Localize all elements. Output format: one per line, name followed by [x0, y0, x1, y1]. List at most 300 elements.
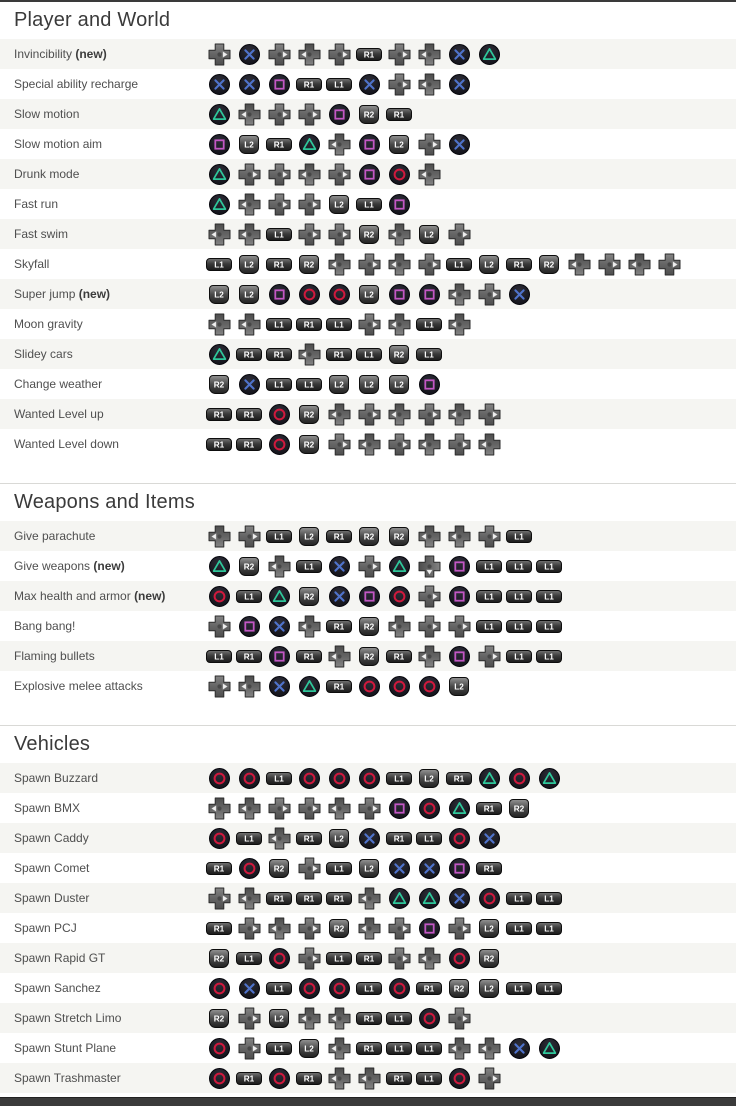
- button-sequence: [204, 189, 414, 219]
- cheat-row: [0, 763, 736, 793]
- svg-text:L2: L2: [484, 984, 494, 994]
- svg-text:R1: R1: [393, 652, 405, 662]
- square-button-icon: [444, 853, 474, 883]
- r1-button-icon: [264, 129, 294, 159]
- dpad-right-button-icon: [324, 219, 354, 249]
- square-button-icon: [264, 279, 294, 309]
- svg-text:L1: L1: [514, 532, 524, 542]
- dpad-right-button-icon: [414, 399, 444, 429]
- l1-button-icon: [534, 913, 564, 943]
- dpad-left-button-icon: [324, 129, 354, 159]
- button-sequence: [204, 581, 564, 611]
- dpad-right-button-icon: [444, 219, 474, 249]
- svg-text:L1: L1: [214, 652, 224, 662]
- dpad-right-button-icon: [444, 1003, 474, 1033]
- dpad-right-button-icon: [294, 219, 324, 249]
- dpad-left-button-icon: [384, 249, 414, 279]
- cross-button-icon: [504, 1033, 534, 1063]
- circle-button-icon: [324, 763, 354, 793]
- dpad-right-button-icon: [354, 399, 384, 429]
- l1-button-icon: [534, 581, 564, 611]
- circle-button-icon: [414, 1003, 444, 1033]
- l1-button-icon: [534, 611, 564, 641]
- button-sequence: [204, 369, 444, 399]
- dpad-left-button-icon: [324, 1063, 354, 1093]
- new-badge: (new): [78, 287, 111, 301]
- svg-text:R2: R2: [393, 532, 405, 542]
- section-title: Weapons and Items: [14, 491, 195, 513]
- l2-button-icon: [294, 521, 324, 551]
- l1-button-icon: [234, 823, 264, 853]
- dpad-left-button-icon: [414, 521, 444, 551]
- cheat-label-text: Skyfall: [14, 257, 50, 271]
- cheat-label-text: Wanted Level up: [14, 407, 104, 421]
- dpad-right-button-icon: [444, 429, 474, 459]
- dpad-left-button-icon: [354, 913, 384, 943]
- r2-button-icon: [324, 913, 354, 943]
- circle-button-icon: [384, 581, 414, 611]
- dpad-left-button-icon: [234, 793, 264, 823]
- dpad-left-button-icon: [264, 551, 294, 581]
- cheat-row: [0, 279, 736, 309]
- r2-button-icon: [444, 973, 474, 1003]
- r1-button-icon: [444, 763, 474, 793]
- cheat-label: [0, 377, 204, 391]
- cheat-label-text: Spawn Sanchez: [14, 981, 101, 995]
- cheat-label: [0, 589, 204, 603]
- new-badge: (new): [75, 47, 107, 61]
- svg-text:R1: R1: [273, 260, 285, 270]
- l1-button-icon: [504, 551, 534, 581]
- dpad-right-button-icon: [354, 249, 384, 279]
- dpad-right-button-icon: [204, 671, 234, 701]
- svg-text:R1: R1: [513, 260, 525, 270]
- l1-button-icon: [354, 339, 384, 369]
- svg-text:L1: L1: [334, 864, 344, 874]
- circle-button-icon: [264, 943, 294, 973]
- svg-text:R1: R1: [363, 1044, 375, 1054]
- dpad-left-button-icon: [474, 429, 504, 459]
- dpad-right-button-icon: [474, 279, 504, 309]
- button-sequence: [204, 69, 474, 99]
- svg-text:R1: R1: [243, 652, 255, 662]
- cross-button-icon: [504, 279, 534, 309]
- dpad-right-button-icon: [234, 1033, 264, 1063]
- l1-button-icon: [384, 1033, 414, 1063]
- dpad-right-button-icon: [234, 521, 264, 551]
- dpad-left-button-icon: [444, 279, 474, 309]
- r2-button-icon: [354, 219, 384, 249]
- circle-button-icon: [234, 853, 264, 883]
- circle-button-icon: [384, 973, 414, 1003]
- svg-text:R2: R2: [513, 804, 525, 814]
- square-button-icon: [354, 159, 384, 189]
- l1-button-icon: [324, 943, 354, 973]
- svg-text:L1: L1: [274, 984, 284, 994]
- dpad-left-button-icon: [204, 793, 234, 823]
- dpad-left-button-icon: [324, 793, 354, 823]
- button-sequence: [204, 219, 474, 249]
- r1-button-icon: [414, 973, 444, 1003]
- r1-button-icon: [234, 429, 264, 459]
- cheat-label-text: Slow motion aim: [14, 137, 103, 151]
- cheat-label: [0, 1011, 204, 1025]
- dpad-left-button-icon: [444, 399, 474, 429]
- cross-button-icon: [444, 69, 474, 99]
- cheat-row: [0, 99, 736, 129]
- dpad-left-button-icon: [414, 69, 444, 99]
- cheat-label-text: Spawn Comet: [14, 861, 90, 875]
- circle-button-icon: [264, 429, 294, 459]
- button-sequence: [204, 973, 564, 1003]
- square-button-icon: [234, 611, 264, 641]
- dpad-right-button-icon: [414, 249, 444, 279]
- cheat-label-text: Drunk mode: [14, 167, 80, 181]
- square-button-icon: [204, 129, 234, 159]
- square-button-icon: [324, 99, 354, 129]
- svg-text:R1: R1: [213, 864, 225, 874]
- cheat-label: [0, 407, 204, 421]
- dpad-right-button-icon: [294, 99, 324, 129]
- l1-button-icon: [354, 973, 384, 1003]
- dpad-left-button-icon: [204, 219, 234, 249]
- svg-text:R1: R1: [333, 894, 345, 904]
- svg-text:L1: L1: [334, 954, 344, 964]
- cheat-label: [0, 1041, 204, 1055]
- circle-button-icon: [324, 973, 354, 1003]
- cheat-row: [0, 973, 736, 1003]
- l2-button-icon: [474, 913, 504, 943]
- r2-button-icon: [204, 1003, 234, 1033]
- r2-button-icon: [204, 369, 234, 399]
- circle-button-icon: [204, 1063, 234, 1093]
- dpad-right-button-icon: [414, 129, 444, 159]
- cheat-label-text: Fast run: [14, 197, 59, 211]
- cheat-label-text: Spawn Stunt Plane: [14, 1041, 117, 1055]
- cheat-label-text: Invincibility: [14, 47, 76, 61]
- button-sequence: [204, 99, 414, 129]
- dpad-left-button-icon: [354, 883, 384, 913]
- cheat-label-text: Spawn Duster: [14, 891, 90, 905]
- r2-button-icon: [354, 99, 384, 129]
- cheat-label: [0, 347, 204, 361]
- dpad-right-button-icon: [354, 309, 384, 339]
- l1-button-icon: [324, 69, 354, 99]
- dpad-left-button-icon: [264, 823, 294, 853]
- cross-button-icon: [354, 823, 384, 853]
- svg-text:L2: L2: [274, 1014, 284, 1024]
- l1-button-icon: [204, 641, 234, 671]
- svg-text:R2: R2: [303, 260, 315, 270]
- l1-button-icon: [474, 611, 504, 641]
- r2-button-icon: [204, 943, 234, 973]
- l1-button-icon: [294, 369, 324, 399]
- l1-button-icon: [324, 853, 354, 883]
- cheat-row: [0, 339, 736, 369]
- circle-button-icon: [474, 883, 504, 913]
- l1-button-icon: [504, 521, 534, 551]
- cross-button-icon: [234, 39, 264, 69]
- cheat-row: [0, 309, 736, 339]
- l2-button-icon: [384, 369, 414, 399]
- r1-button-icon: [354, 943, 384, 973]
- cheat-label-text: Moon gravity: [14, 317, 83, 331]
- l1-button-icon: [504, 973, 534, 1003]
- cheat-row: [0, 69, 736, 99]
- square-button-icon: [414, 369, 444, 399]
- svg-text:L1: L1: [484, 592, 494, 602]
- svg-text:R2: R2: [363, 652, 375, 662]
- l1-button-icon: [414, 1063, 444, 1093]
- square-button-icon: [354, 129, 384, 159]
- dpad-right-button-icon: [474, 1063, 504, 1093]
- triangle-button-icon: [384, 551, 414, 581]
- cheat-label: [0, 649, 204, 663]
- dpad-right-button-icon: [474, 521, 504, 551]
- circle-button-icon: [384, 671, 414, 701]
- cheat-label-text: Explosive melee attacks: [14, 679, 143, 693]
- dpad-left-button-icon: [354, 429, 384, 459]
- l1-button-icon: [204, 249, 234, 279]
- r2-button-icon: [474, 943, 504, 973]
- circle-button-icon: [294, 279, 324, 309]
- r1-button-icon: [294, 1063, 324, 1093]
- svg-text:L1: L1: [364, 984, 374, 994]
- cheat-rows: [0, 521, 736, 701]
- svg-text:R2: R2: [363, 622, 375, 632]
- cheat-row: [0, 551, 736, 581]
- dpad-right-button-icon: [264, 99, 294, 129]
- square-button-icon: [384, 189, 414, 219]
- svg-text:R2: R2: [363, 532, 375, 542]
- svg-text:L1: L1: [544, 894, 554, 904]
- svg-text:L1: L1: [274, 230, 284, 240]
- svg-text:L2: L2: [484, 260, 494, 270]
- svg-text:L1: L1: [274, 320, 284, 330]
- dpad-right-button-icon: [204, 883, 234, 913]
- cheat-row: [0, 39, 736, 69]
- l1-button-icon: [234, 581, 264, 611]
- dpad-left-button-icon: [384, 399, 414, 429]
- cheat-label: [0, 437, 204, 451]
- l2-button-icon: [324, 369, 354, 399]
- svg-text:L1: L1: [304, 562, 314, 572]
- svg-text:R1: R1: [363, 1014, 375, 1024]
- svg-text:L1: L1: [514, 622, 524, 632]
- circle-button-icon: [234, 763, 264, 793]
- cheat-row: [0, 671, 736, 701]
- cheat-rows: [0, 39, 736, 459]
- svg-text:R2: R2: [483, 954, 495, 964]
- svg-text:R1: R1: [333, 682, 345, 692]
- r1-button-icon: [234, 399, 264, 429]
- l2-button-icon: [474, 973, 504, 1003]
- square-button-icon: [264, 69, 294, 99]
- svg-text:R1: R1: [303, 894, 315, 904]
- svg-text:L1: L1: [424, 1074, 434, 1084]
- svg-text:R1: R1: [483, 804, 495, 814]
- cheat-label-text: Spawn Buzzard: [14, 771, 99, 785]
- l2-button-icon: [234, 249, 264, 279]
- circle-button-icon: [264, 399, 294, 429]
- svg-text:L2: L2: [334, 200, 344, 210]
- svg-text:R1: R1: [363, 50, 375, 60]
- triangle-button-icon: [264, 581, 294, 611]
- dpad-right-button-icon: [384, 913, 414, 943]
- button-sequence: [204, 309, 474, 339]
- r1-button-icon: [234, 339, 264, 369]
- dpad-right-button-icon: [294, 943, 324, 973]
- l1-button-icon: [444, 249, 474, 279]
- cheat-row: [0, 823, 736, 853]
- r1-button-icon: [324, 611, 354, 641]
- cheat-row: [0, 793, 736, 823]
- dpad-left-button-icon: [234, 99, 264, 129]
- l2-button-icon: [354, 853, 384, 883]
- l2-button-icon: [264, 1003, 294, 1033]
- svg-text:L1: L1: [514, 562, 524, 572]
- square-button-icon: [444, 551, 474, 581]
- r1-button-icon: [474, 793, 504, 823]
- l1-button-icon: [534, 883, 564, 913]
- svg-text:L1: L1: [544, 562, 554, 572]
- l1-button-icon: [384, 1003, 414, 1033]
- svg-text:R1: R1: [303, 80, 315, 90]
- l1-button-icon: [414, 823, 444, 853]
- svg-text:L2: L2: [244, 290, 254, 300]
- cheat-label: [0, 801, 204, 815]
- svg-text:R1: R1: [393, 834, 405, 844]
- svg-text:L2: L2: [454, 682, 464, 692]
- svg-text:L2: L2: [424, 774, 434, 784]
- dpad-right-button-icon: [234, 1003, 264, 1033]
- cross-button-icon: [234, 69, 264, 99]
- r1-button-icon: [384, 1063, 414, 1093]
- dpad-right-button-icon: [594, 249, 624, 279]
- svg-text:L1: L1: [544, 652, 554, 662]
- dpad-left-button-icon: [234, 309, 264, 339]
- button-sequence: [204, 129, 474, 159]
- cross-button-icon: [444, 883, 474, 913]
- svg-text:R2: R2: [213, 954, 225, 964]
- circle-button-icon: [444, 1063, 474, 1093]
- square-button-icon: [444, 581, 474, 611]
- cheat-label: [0, 559, 204, 573]
- r1-button-icon: [294, 69, 324, 99]
- svg-text:R1: R1: [333, 622, 345, 632]
- r2-button-icon: [264, 853, 294, 883]
- svg-text:L1: L1: [364, 350, 374, 360]
- dpad-right-button-icon: [264, 159, 294, 189]
- svg-text:L1: L1: [544, 592, 554, 602]
- dpad-left-button-icon: [294, 339, 324, 369]
- dpad-left-button-icon: [234, 671, 264, 701]
- r1-button-icon: [324, 521, 354, 551]
- button-sequence: [204, 853, 504, 883]
- r1-button-icon: [264, 249, 294, 279]
- cheat-label-text: Spawn Caddy: [14, 831, 89, 845]
- l1-button-icon: [474, 551, 504, 581]
- cross-button-icon: [474, 823, 504, 853]
- cheat-row: [0, 581, 736, 611]
- button-sequence: [204, 611, 564, 641]
- svg-text:R1: R1: [243, 440, 255, 450]
- square-button-icon: [444, 641, 474, 671]
- circle-button-icon: [204, 823, 234, 853]
- l1-button-icon: [504, 913, 534, 943]
- svg-text:R2: R2: [333, 924, 345, 934]
- dpad-right-button-icon: [294, 853, 324, 883]
- cheat-label: [0, 861, 204, 875]
- svg-text:L2: L2: [364, 380, 374, 390]
- l2-button-icon: [234, 279, 264, 309]
- r1-button-icon: [204, 913, 234, 943]
- r1-button-icon: [504, 249, 534, 279]
- svg-text:L2: L2: [214, 290, 224, 300]
- square-button-icon: [264, 641, 294, 671]
- cheat-label-text: Max health and armor: [14, 589, 135, 603]
- svg-text:R2: R2: [273, 864, 285, 874]
- svg-text:L1: L1: [334, 80, 344, 90]
- l1-button-icon: [504, 641, 534, 671]
- cheat-label: [0, 287, 204, 301]
- button-sequence: [204, 943, 504, 973]
- cheat-label-text: Give parachute: [14, 529, 96, 543]
- button-sequence: [204, 763, 564, 793]
- svg-text:L1: L1: [544, 984, 554, 994]
- svg-text:R1: R1: [273, 350, 285, 360]
- svg-text:L2: L2: [334, 834, 344, 844]
- button-sequence: [204, 1003, 474, 1033]
- cheat-label-text: Wanted Level down: [14, 437, 119, 451]
- svg-text:L1: L1: [424, 1044, 434, 1054]
- triangle-button-icon: [474, 763, 504, 793]
- circle-button-icon: [204, 973, 234, 1003]
- dpad-right-button-icon: [324, 429, 354, 459]
- r1-button-icon: [294, 883, 324, 913]
- dpad-right-button-icon: [264, 793, 294, 823]
- svg-text:L2: L2: [394, 140, 404, 150]
- cheat-label: [0, 47, 204, 61]
- svg-text:L1: L1: [244, 592, 254, 602]
- svg-text:L1: L1: [334, 320, 344, 330]
- r1-button-icon: [324, 883, 354, 913]
- cheat-row: [0, 913, 736, 943]
- section-title: Vehicles: [14, 733, 91, 755]
- svg-text:L2: L2: [304, 532, 314, 542]
- button-sequence: [204, 249, 684, 279]
- triangle-button-icon: [534, 763, 564, 793]
- svg-text:R2: R2: [363, 110, 375, 120]
- svg-text:L1: L1: [274, 1044, 284, 1054]
- svg-text:R1: R1: [213, 410, 225, 420]
- dpad-right-button-icon: [354, 551, 384, 581]
- cheat-label-text: Flaming bullets: [14, 649, 95, 663]
- cheat-row: [0, 1003, 736, 1033]
- l2-button-icon: [294, 1033, 324, 1063]
- cheat-label: [0, 1071, 204, 1085]
- cheat-label: [0, 227, 204, 241]
- triangle-button-icon: [204, 159, 234, 189]
- svg-text:R2: R2: [213, 1014, 225, 1024]
- r2-button-icon: [294, 429, 324, 459]
- svg-text:L1: L1: [244, 834, 254, 844]
- cheat-row: [0, 883, 736, 913]
- svg-text:L1: L1: [424, 834, 434, 844]
- r1-button-icon: [324, 671, 354, 701]
- l1-button-icon: [264, 309, 294, 339]
- dpad-right-button-icon: [444, 611, 474, 641]
